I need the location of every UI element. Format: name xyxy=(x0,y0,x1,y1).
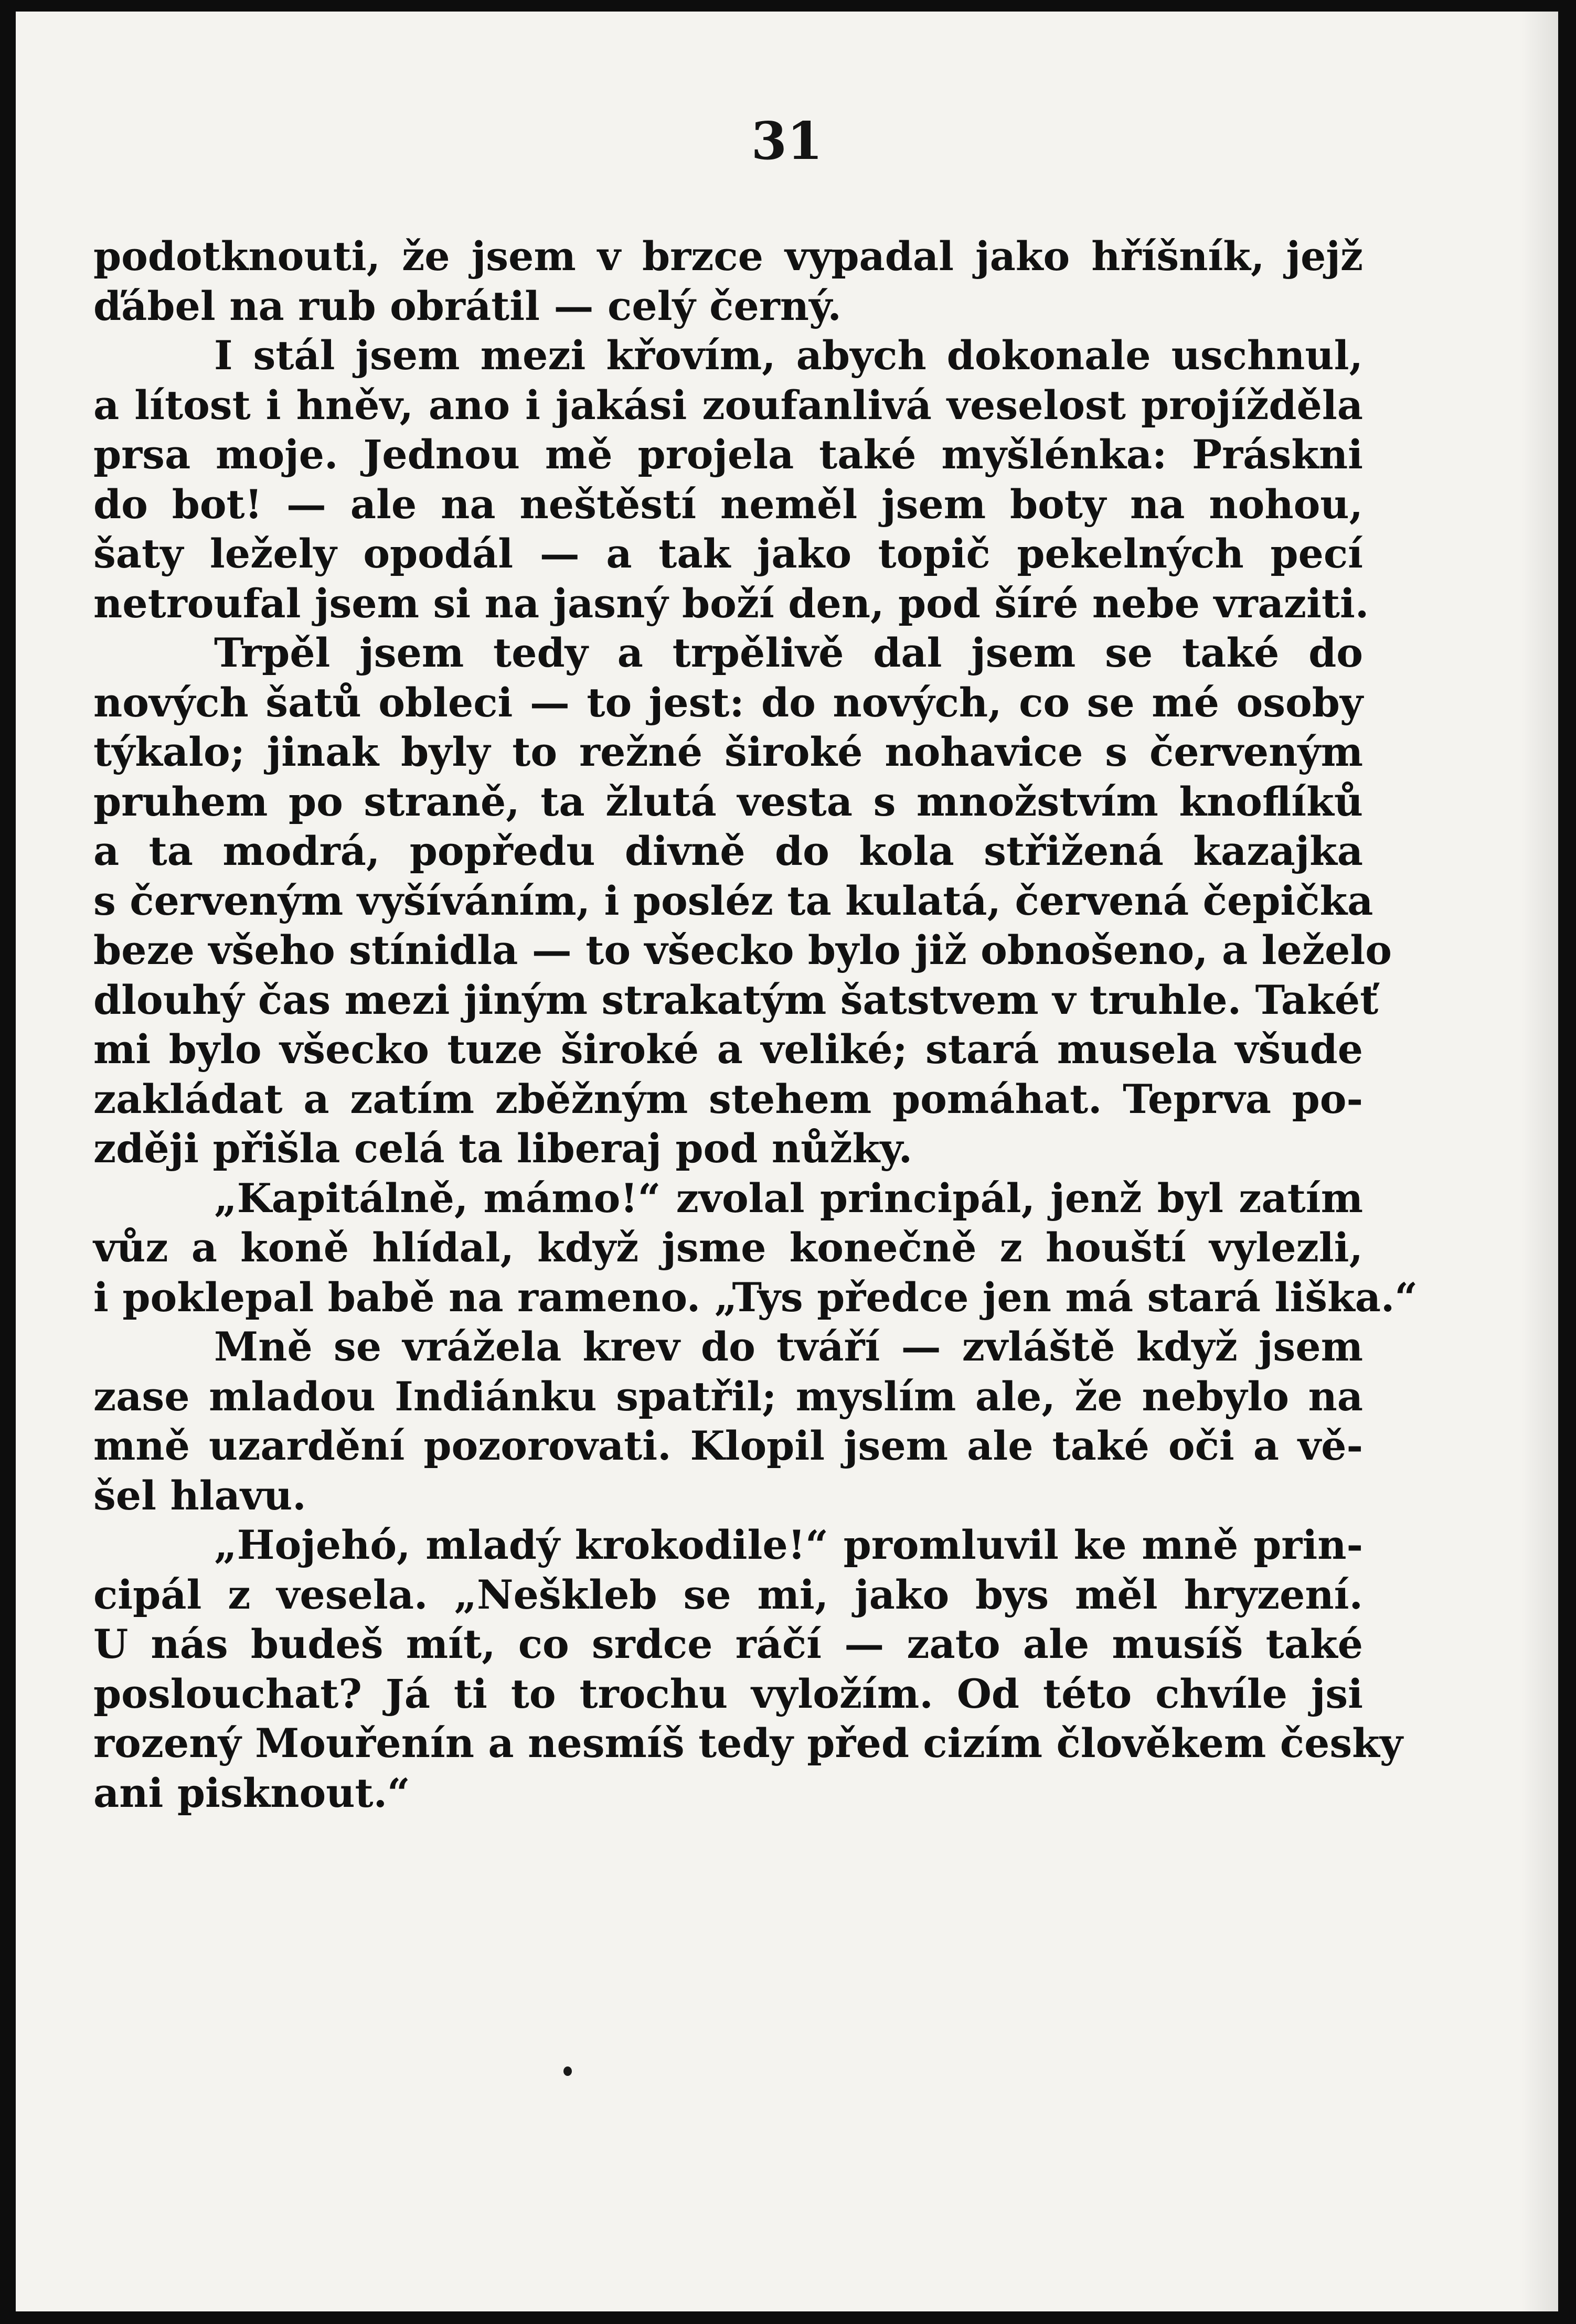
text-line: vůz a koně hlídal, když jsme konečně z houští vylezli, xyxy=(93,1224,1363,1271)
text-line: U nás budeš mít, co srdce ráčí — zato ale musíš také xyxy=(93,1621,1363,1667)
book-page xyxy=(16,12,1558,2311)
text-line: do bot! — ale na neštěstí neměl jsem boty na nohou, xyxy=(93,480,1363,528)
text-line: ďábel na rub obrátil — celý černý. xyxy=(93,282,842,329)
text-line: zase mladou Indiánku spatřil; myslím ale, že nebylo na xyxy=(93,1373,1363,1420)
text-line: šaty ležely opodál — a tak jako topič pekelných pecí xyxy=(93,530,1363,577)
text-line: „Hojehó, mladý krokodile!“ promluvil ke mně prin- xyxy=(214,1522,1363,1568)
text-line: prsa moje. Jednou mě projela také myšlénka: Práskni xyxy=(93,431,1363,478)
text-line: a lítost i hněv, ano i jakási zoufanlivá veselost projížděla xyxy=(93,381,1363,429)
text-line: a ta modrá, popředu divně do kola střižená kazajka xyxy=(93,828,1363,874)
body-text xyxy=(93,232,1418,1818)
text-line: mně uzardění pozorovati. Klopil jsem ale také oči a vě- xyxy=(93,1422,1363,1469)
text-line: Trpěl jsem tedy a trpělivě dal jsem se také do xyxy=(214,629,1363,676)
text-line: „Kapitálně, mámo!“ zvolal principál, jenž byl zatím xyxy=(214,1174,1363,1222)
text-line: týkalo; jinak byly to režné široké nohavice s červeným xyxy=(93,729,1363,775)
text-line: rozený Mouřenín a nesmíš tedy před cizím člověkem česky xyxy=(93,1720,1403,1766)
text-line: podotknouti, že jsem v brzce vypadal jako hříšník, jejž xyxy=(93,233,1363,280)
text-line: cipál z vesela. „Nešklеb se mi, jako bys měl hryzení. xyxy=(93,1571,1363,1618)
page-edge-shadow xyxy=(1521,12,1558,2311)
text-line: pruhem po straně, ta žlutá vesta s množstvím knoflíků xyxy=(93,778,1363,825)
text-line: netroufal jsem si na jasný boží den, pod šíré nebe vraziti. xyxy=(93,580,1369,627)
text-line: Mně se vrážela krev do tváří — zvláště když jsem xyxy=(214,1323,1363,1370)
text-line: zakládat a zatím zběžným stehem pomáhat. Teprva po- xyxy=(93,1075,1363,1122)
text-line: i poklepal babě na rameno. „Tys předce jen má stará liška.“ xyxy=(93,1273,1418,1321)
text-line: zději přišla celá ta liberaj pod nůžky. xyxy=(93,1125,913,1172)
text-line: poslouchat? Já ti to trochu vyložím. Od této chvíle jsi xyxy=(93,1670,1363,1717)
page-number: 31 xyxy=(751,111,823,172)
text-line: nových šatů obleci — to jest: do nových, co se mé osoby xyxy=(93,679,1363,726)
text-line: dlouhý čas mezi jiným strakatým šatstvem v truhle. Takéť xyxy=(93,976,1379,1023)
text-line: ani pisknout.“ xyxy=(93,1769,410,1816)
text-line: šel hlavu. xyxy=(93,1472,306,1519)
text-line: s červeným vyšíváním, i posléz ta kulatá, červená čepička xyxy=(93,877,1373,924)
ink-dot xyxy=(563,2066,572,2076)
text-line: beze všeho stínidla — to všecko bylo již obnošeno, a leželo xyxy=(93,927,1392,973)
text-line: mi bylo všecko tuze široké a veliké; stará musela všude xyxy=(93,1026,1363,1073)
text-line: I stál jsem mezi křovím, abych dokonale uschnul, xyxy=(214,332,1363,379)
